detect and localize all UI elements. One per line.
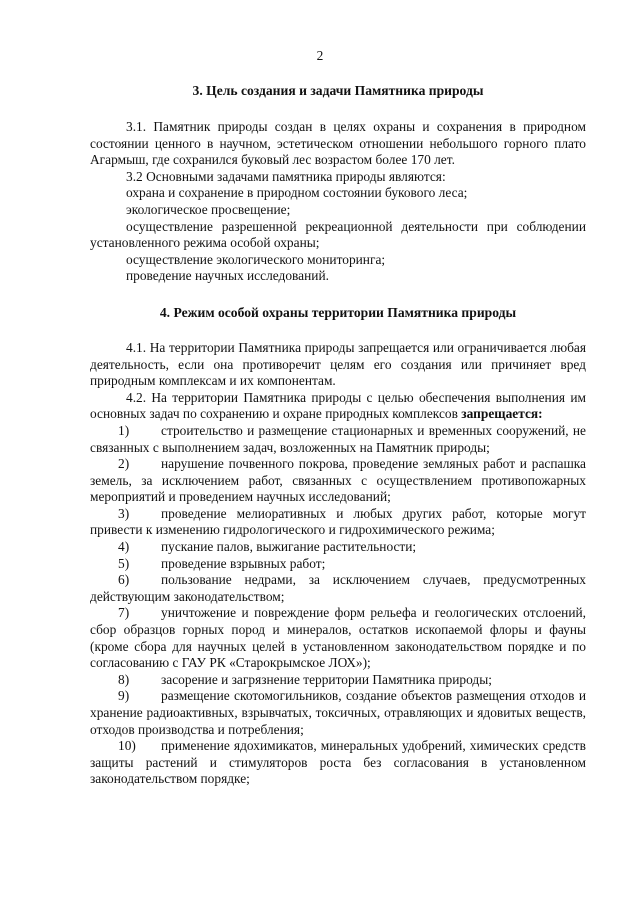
item-text: проведение мелиоративных и любых других работ, которые могут привести к изменению гидрологического и гидрохимического режима; (90, 505, 586, 538)
item-number: 8) (118, 671, 130, 687)
task-item: проведение научных исследований. (126, 268, 329, 284)
item-text: пускание палов, выжигание растительности; (161, 539, 417, 555)
item-number: 2) (118, 456, 130, 472)
section-4-paragraph-1: 4.1. На территории Памятника природы запрещается или ограничивается любая деятельность, если она противоречит целям его создания или причиняет вред природным комплексам и их компонентам. (90, 339, 586, 389)
task-item: осуществление экологического мониторинга; (126, 251, 386, 267)
item-text: нарушение почвенного покрова, проведение земляных работ и распашка земель, за исключением работ, связанных с осуществлением противопожарных мероприятий и проведением научных исследований; (90, 456, 586, 505)
item-number: 6) (118, 572, 130, 588)
item-number: 7) (118, 605, 130, 621)
item-text: уничтожение и повреждение форм рельефа и геологических отслоений, сбор образцов горных пород и минералов, остатков ископаемой флоры и фауны (кроме сбора для научных целей в установленном законодательством порядке и по согласованию с ГАУ РК «Старокрымское ЛОХ»); (90, 605, 586, 671)
item-number: 1) (118, 422, 130, 438)
document-body (90, 82, 586, 788)
prohibition-item (90, 556, 586, 573)
prohibition-item (90, 688, 586, 738)
prohibition-item (90, 572, 586, 605)
task-item: экологическое просвещение; (126, 201, 291, 217)
page-number: 2 (316, 48, 324, 63)
item-number: 3) (118, 505, 130, 521)
item-text: засорение и загрязнение территории Памятника природы; (161, 671, 492, 687)
prohibition-item (90, 539, 586, 556)
prohibition-item (90, 672, 586, 689)
prohibition-item (90, 738, 586, 788)
prohibition-item (90, 506, 586, 539)
section-4-paragraph-2-text: 4.2. На территории Памятника природы с целью обеспечения выполнения им основных задач по сохранению и охране природных комплексов (90, 389, 586, 422)
section-4-paragraph-2 (90, 390, 586, 423)
prohibited-label: запрещается: (461, 406, 543, 422)
item-text: проведение взрывных работ; (161, 555, 326, 571)
item-text: пользование недрами, за исключением случаев, предусмотренных действующим законодательством; (90, 572, 586, 604)
item-text: применение ядохимикатов, минеральных удобрений, химических средств защиты растений и стимуляторов роста без согласования в установленном законодательством порядке; (90, 738, 586, 787)
section-3-paragraph-1: 3.1. Памятник природы создан в целях охраны и сохранения в природном состоянии ценного в научном, эстетическом отношении небольшого горного плато Агармыш, где сохранился буковый лес возрастом более 170 лет. (90, 119, 586, 168)
prohibition-item (90, 423, 586, 456)
section-3-heading: 3. Цель создания и задачи Памятника природы (192, 83, 484, 98)
item-number: 10) (118, 738, 136, 754)
item-text: строительство и размещение стационарных и временных сооружений, не связанных с выполнением задач, возложенных на Памятник природы; (90, 422, 586, 455)
item-number: 4) (118, 539, 130, 555)
task-item: осуществление разрешенной рекреационной деятельности при соблюдении установленного режима особой охраны; (90, 218, 586, 251)
section-3-paragraph-2: 3.2 Основными задачами памятника природы являются: (126, 168, 446, 184)
item-text: размещение скотомогильников, создание объектов размещения отходов и хранение радиоактивных, взрывчатых, токсичных, отравляющих и ядовитых веществ, отходов производства и потребления; (90, 688, 586, 737)
task-item: охрана и сохранение в природном состоянии букового леса; (126, 185, 468, 201)
section-4-heading: 4. Режим особой охраны территории Памятника природы (159, 304, 517, 320)
prohibition-item (90, 605, 586, 671)
prohibition-item (90, 456, 586, 506)
item-number: 9) (118, 688, 130, 704)
item-number: 5) (118, 555, 130, 571)
